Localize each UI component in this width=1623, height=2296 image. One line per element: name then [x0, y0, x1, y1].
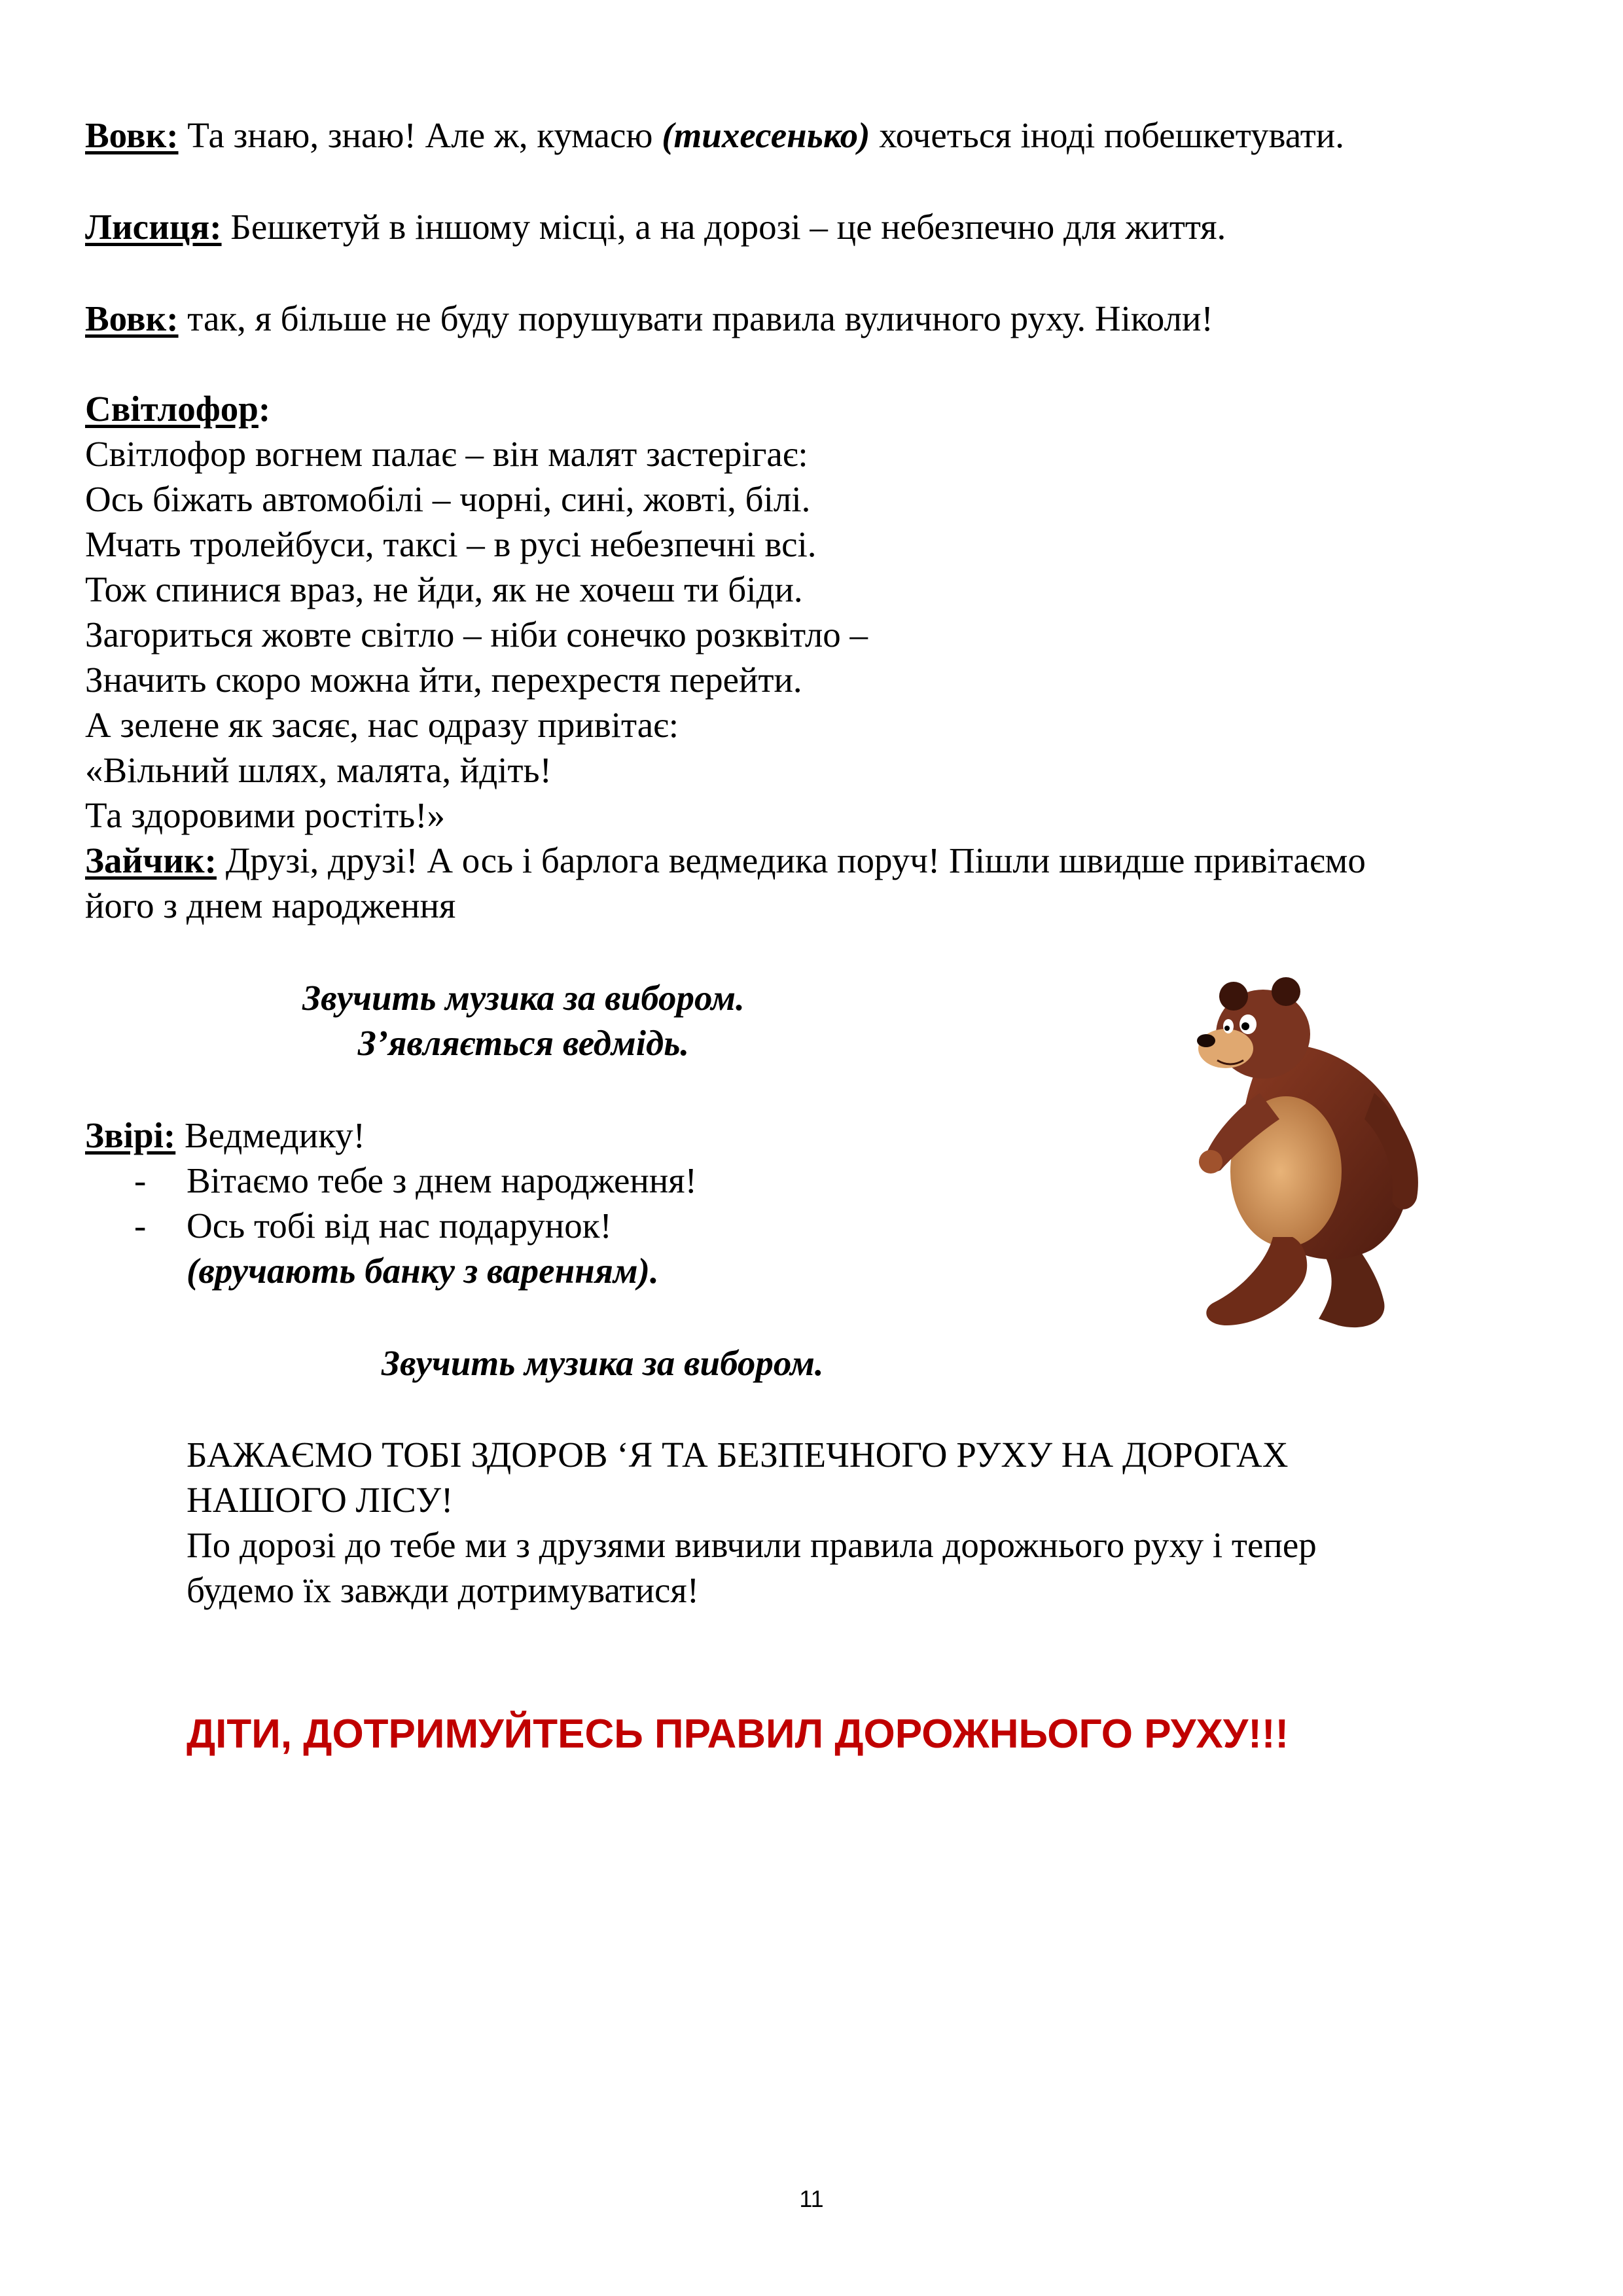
- poem-line: Світлофор вогнем палає – він малят застерігає:: [85, 434, 808, 474]
- page-number: 11: [799, 2185, 824, 2212]
- dialogue-text: хочеться іноді побешкетувати.: [870, 115, 1344, 155]
- dialogue-text: так, я більше не буду порушувати правила вуличного руху. Ніколи!: [178, 298, 1213, 338]
- list-item: Ось тобі від нас подарунок!: [187, 1206, 612, 1246]
- poem-line: Тож спинися враз, не йди, як не хочеш ти біди.: [85, 569, 803, 609]
- poem-line: Ось біжать автомобілі – чорні, сині, жовті, білі.: [85, 479, 811, 519]
- dialogue-line-zaichyk: [85, 838, 1366, 883]
- poem-line: «Вільний шлях, малята, йдіть!: [85, 750, 552, 790]
- dialogue-text: Бешкетуй в іншому місці, а на дорозі – це небезпечно для життя.: [221, 207, 1226, 247]
- dialogue-line-zaichyk-cont: його з днем народження: [85, 886, 456, 925]
- poem-line: Мчать тролейбуси, таксі – в русі небезпечні всі.: [85, 524, 817, 564]
- poem-line: Значить скоро можна йти, перехрестя перейти.: [85, 660, 802, 700]
- list-dash: -: [134, 1206, 147, 1246]
- speaker-label: Звірі:: [85, 1115, 176, 1155]
- stage-remark: (вручають банку з варенням).: [187, 1251, 659, 1291]
- poem-line: А зелене як засяє, нас одразу привітає:: [85, 705, 679, 745]
- speaker-colon: :: [258, 389, 271, 429]
- poem-line: Та здоровими ростіть!»: [85, 795, 446, 835]
- speaker-label: Зайчик:: [85, 840, 217, 880]
- speaker-label: Лисиця:: [85, 207, 222, 247]
- dialogue-text: Ведмедику!: [175, 1115, 365, 1155]
- final-slogan: ДІТИ, ДОТРИМУЙТЕСЬ ПРАВИЛ ДОРОЖНЬОГО РУХУ!!!: [187, 1712, 1289, 1757]
- wish-line: БАЖАЄМО ТОБІ ЗДОРОВ ‘Я ТА БЕЗПЕЧНОГО РУХУ НА ДОРОГАХ: [187, 1435, 1289, 1475]
- list-item: Вітаємо тебе з днем народження!: [187, 1160, 697, 1200]
- speaker-label: Вовк:: [85, 298, 179, 338]
- bear-illustration: [1188, 962, 1436, 1348]
- stage-direction: Звучить музика за вибором.: [302, 978, 745, 1018]
- stage-direction: Звучить музика за вибором.: [382, 1343, 824, 1383]
- poem-line: Загориться жовте світло – ніби сонечко розквітло –: [85, 615, 868, 655]
- dialogue-line-zviri: [85, 1113, 365, 1158]
- speaker-label: Світлофор: [85, 389, 259, 429]
- dialogue-text: Друзі, друзі! А ось і барлога ведмедика поруч! Пішли швидше привітаємо: [216, 840, 1366, 880]
- dialogue-line-vovk-1: [85, 113, 1344, 158]
- svitlofor-heading: [85, 386, 270, 431]
- dialogue-line-lysytsia: [85, 204, 1226, 249]
- dialogue-text: Та знаю, знаю! Але ж, кумасю: [178, 115, 662, 155]
- stage-remark: (тихесенько): [662, 115, 870, 155]
- stage-direction: З’являється ведмідь.: [357, 1023, 690, 1063]
- dialogue-line-vovk-2: [85, 296, 1213, 341]
- wish-line: НАШОГО ЛІСУ!: [187, 1480, 454, 1520]
- wish-line: будемо їх завжди дотримуватися!: [187, 1570, 700, 1610]
- speaker-label: Вовк:: [85, 115, 179, 155]
- list-dash: -: [134, 1160, 147, 1200]
- wish-line: По дорозі до тебе ми з друзями вивчили правила дорожнього руху і тепер: [187, 1525, 1317, 1565]
